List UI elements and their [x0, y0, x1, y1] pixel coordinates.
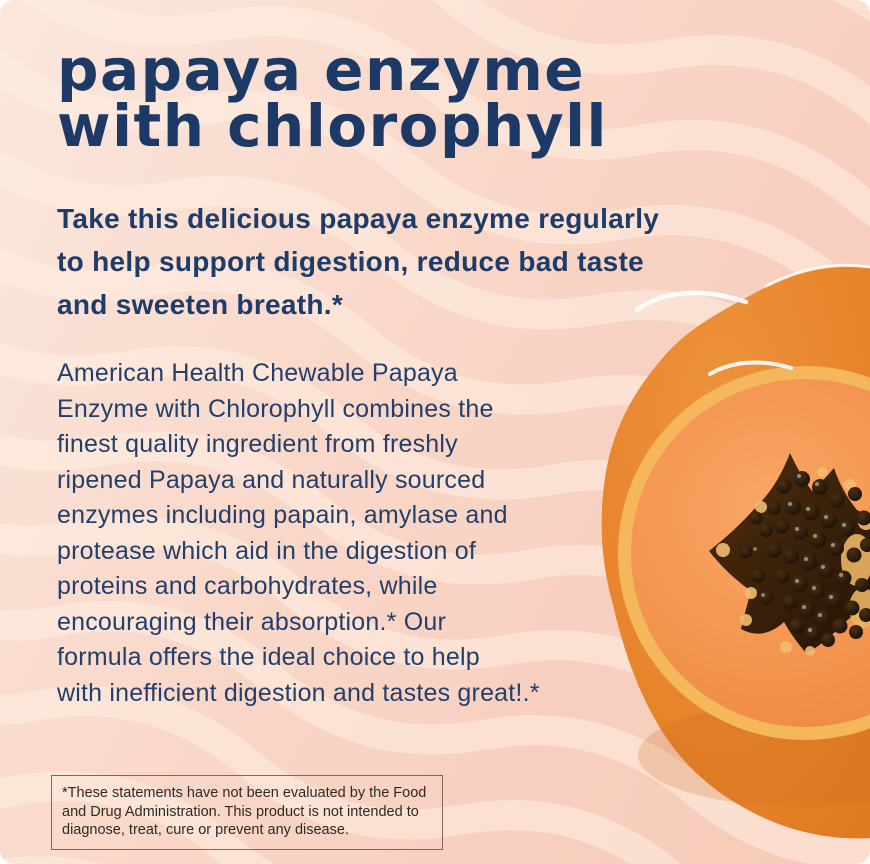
body-line: Enzyme with Chlorophyll combines the — [57, 394, 494, 423]
body-line: with inefficient digestion and tastes great!.* — [57, 678, 540, 707]
disclaimer-box — [51, 775, 443, 850]
body-line: finest quality ingredient from freshly — [57, 430, 458, 458]
body-paragraph — [57, 356, 540, 711]
subheading-line: to help support digestion, reduce bad taste — [57, 246, 644, 277]
disclaimer-line: and Drug Administration. This product is not intended to — [62, 803, 419, 820]
body-line: proteins and carbohydrates, while — [57, 572, 438, 600]
disclaimer-line: *These statements have not been evaluated by the Food — [62, 785, 427, 801]
title-line: with chlorophyll — [57, 92, 608, 160]
body-line: ripened Papaya and naturally sourced — [57, 465, 486, 494]
body-line: American Health Chewable Papaya — [57, 359, 458, 387]
subheading-line: and sweeten breath.* — [57, 289, 344, 320]
body-line: encouraging their absorption.* Our — [57, 607, 446, 636]
disclaimer-line: diagnose, treat, cure or prevent any disease. — [62, 822, 349, 838]
body-line: formula offers the ideal choice to help — [57, 643, 480, 671]
title-line: papaya enzyme — [57, 36, 586, 104]
body-line: enzymes including papain, amylase and — [57, 501, 508, 529]
subheading — [57, 197, 659, 326]
subheading-line: Take this delicious papaya enzyme regularly — [57, 203, 660, 234]
page-title — [57, 36, 608, 160]
body-line: protease which aid in the digestion of — [57, 536, 476, 565]
